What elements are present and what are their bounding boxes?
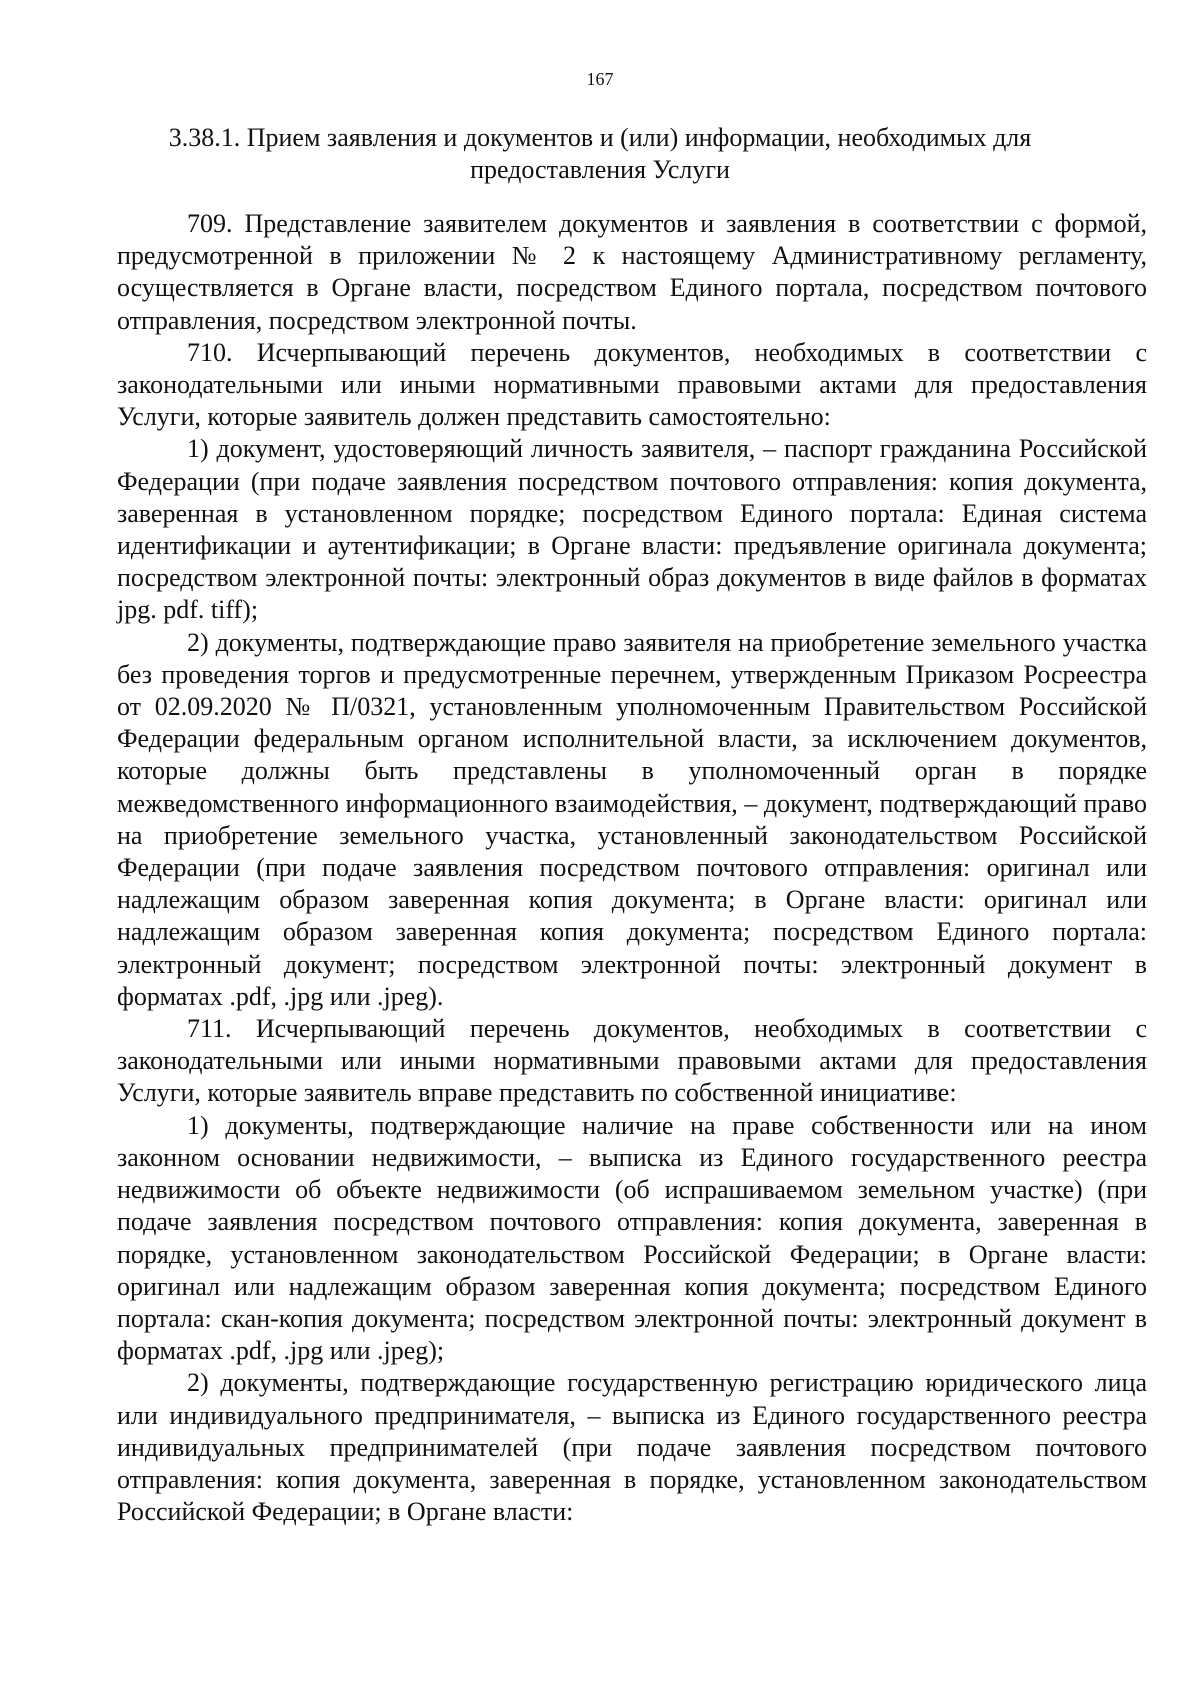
paragraph-709: 709. Представление заявителем документов и заявления в соответствии с формой, предусмотренной в приложении № 2 к настоящему Административному регламенту, осуществляется в Органе власти, посредством Единого портала, посредством почтового отправления, посредством электронной почты.	[117, 209, 1147, 335]
paragraph-710-item-1: 1) документ, удостоверяющий личность заявителя, – паспорт гражданина Российской Федерации (при подаче заявления посредством почтового отправления: копия документа, заверенная в установленном порядке; посредством Единого портала: Единая система идентификации и аутентификации; в Органе власти: предъявление оригинала документа; посредством электронной почты: электронный образ документов в виде файлов в форматах jpg. pdf. tiff);	[117, 434, 1147, 625]
page-number: 167	[586, 69, 614, 89]
section-heading-line-2: предоставления Услуги	[470, 155, 730, 184]
section-heading-line-1: 3.38.1. Прием заявления и документов и (или) информации, необходимых для	[168, 123, 1032, 152]
paragraph-710-item-2: 2) документы, подтверждающие право заявителя на приобретение земельного участка без проведения торгов и предусмотренные перечнем, утвержденным Приказом Росреестра от 02.09.2020 № П/0321, установленным уполномоченным Правительством Российской Федерации федеральным органом исполнительной власти, за исключением документов, которые должны быть представлены в уполномоченный орган в порядке межведомственного информационного взаимодействия, – документ, подтверждающий право на приобретение земельного участка, установленный законодательством Российской Федерации (при подаче заявления посредством почтового отправления: оригинал или надлежащим образом заверенная копия документа; в Органе власти: оригинал или надлежащим образом заверенная копия документа; посредством Единого портала: электронный документ; посредством электронной почты: электронный документ в форматах .pdf, .jpg или .jpeg).	[117, 627, 1147, 1011]
paragraph-711-item-1: 1) документы, подтверждающие наличие на праве собственности или на ином законном основании недвижимости, – выписка из Единого государственного реестра недвижимости об объекте недвижимости (об испрашиваемом земельном участке) (при подаче заявления посредством почтового отправления: копия документа, заверенная в порядке, установленном законодательством Российской Федерации; в Органе власти: оригинал или надлежащим образом заверенная копия документа; посредством Единого портала: скан-копия документа; посредством электронной почты: электронный документ в форматах .pdf, .jpg или .jpeg);	[117, 1110, 1147, 1366]
paragraph-710: 710. Исчерпывающий перечень документов, необходимых в соответствии с законодательными или иными нормативными правовыми актами для предоставления Услуги, которые заявитель должен представить самостоятельно:	[117, 337, 1147, 432]
paragraph-711-item-2: 2) документы, подтверждающие государственную регистрацию юридического лица или индивидуального предпринимателя, – выписка из Единого государственного реестра индивидуальных предпринимателей (при подаче заявления посредством почтового отправления: копия документа, заверенная в порядке, установленном законодательством Российской Федерации; в Органе власти:	[117, 1368, 1147, 1527]
document-body	[117, 208, 1147, 1528]
paragraph-711: 711. Исчерпывающий перечень документов, необходимых в соответствии с законодательными или иными нормативными правовыми актами для предоставления Услуги, которые заявитель вправе представить по собственной инициативе:	[117, 1014, 1147, 1108]
section-heading	[150, 122, 1050, 186]
